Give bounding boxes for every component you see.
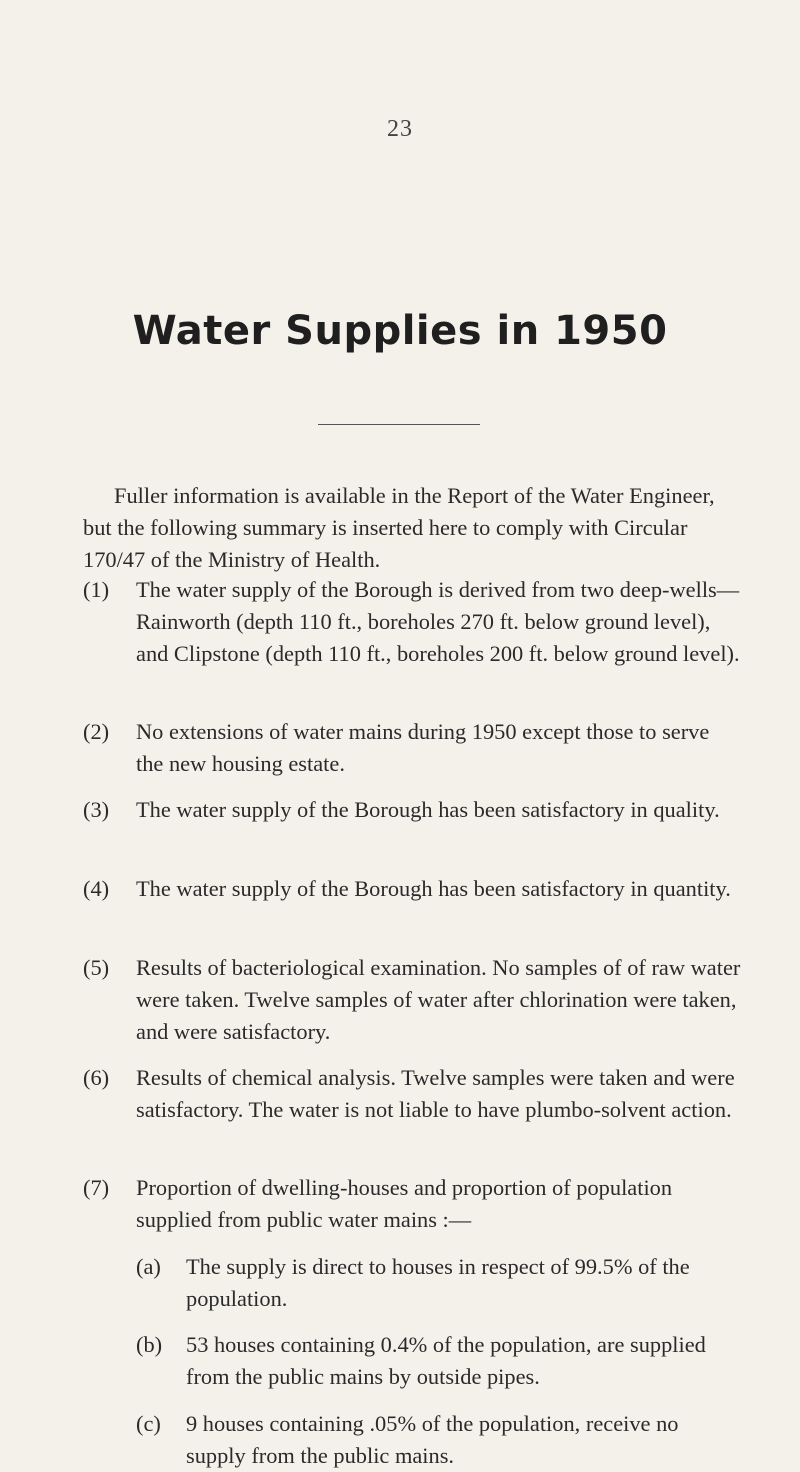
sub-item-c — [136, 1408, 736, 1472]
intro-paragraph: Fuller information is available in the Report of the Water Engineer, but the following summary is inserted here to comply with Circular 170/47 of the Ministry of Health. — [83, 483, 715, 572]
list-item-text: The water supply of the Borough has been satisfactory in quantity. — [136, 876, 731, 901]
list-item-number: (6) — [83, 1065, 110, 1090]
sub-item-a — [136, 1251, 736, 1315]
sub-item-letter: (a) — [136, 1254, 161, 1279]
sub-item-text: 9 houses containing .05% of the population, receive no supply from the public mains. — [186, 1411, 679, 1468]
sub-item-text: 53 houses containing 0.4% of the population, are supplied from the public mains by outside pipes. — [186, 1332, 706, 1389]
list-item-text: No extensions of water mains during 1950 except those to serve the new housing estate. — [136, 719, 710, 776]
list-item-1 — [83, 574, 743, 670]
list-item-number: (4) — [83, 876, 110, 901]
list-item-4 — [83, 873, 743, 905]
list-item-6 — [83, 1062, 743, 1126]
list-item-text: The water supply of the Borough has been satisfactory in quality. — [136, 797, 720, 822]
list-item-5 — [83, 952, 743, 1048]
page-number: 23 — [387, 116, 413, 142]
list-item-number: (1) — [83, 577, 110, 602]
list-item-7 — [83, 1172, 743, 1236]
sub-item-letter: (b) — [136, 1332, 163, 1357]
sub-item-b — [136, 1329, 736, 1393]
list-item-number: (7) — [83, 1175, 110, 1200]
list-item-2 — [83, 716, 743, 780]
sub-item-text: The supply is direct to houses in respect of 99.5% of the population. — [186, 1254, 690, 1311]
list-item-text: The water supply of the Borough is derived from two deep-wells—Rainworth (depth 110 ft., boreholes 270 ft. below ground level), and Clipstone (depth 110 ft., boreholes 200 ft. below ground level). — [136, 577, 740, 666]
list-item-number: (2) — [83, 719, 110, 744]
title-divider — [318, 424, 480, 425]
list-item-text: Results of bacteriological examination. No samples of of raw water were taken. Twelve samples of water after chlorination were taken, and were satisfactory. — [136, 955, 741, 1044]
list-item-text: Proportion of dwelling-houses and proportion of population supplied from public water mains :— — [136, 1175, 673, 1232]
list-item-number: (5) — [83, 955, 110, 980]
list-item-3 — [83, 794, 743, 826]
list-item-text: Results of chemical analysis. Twelve samples were taken and were satisfactory. The water is not liable to have plumbo-solvent action. — [136, 1065, 735, 1122]
page-title: Water Supplies in 1950 — [132, 308, 668, 354]
list-item-number: (3) — [83, 797, 110, 822]
sub-item-letter: (c) — [136, 1411, 161, 1436]
